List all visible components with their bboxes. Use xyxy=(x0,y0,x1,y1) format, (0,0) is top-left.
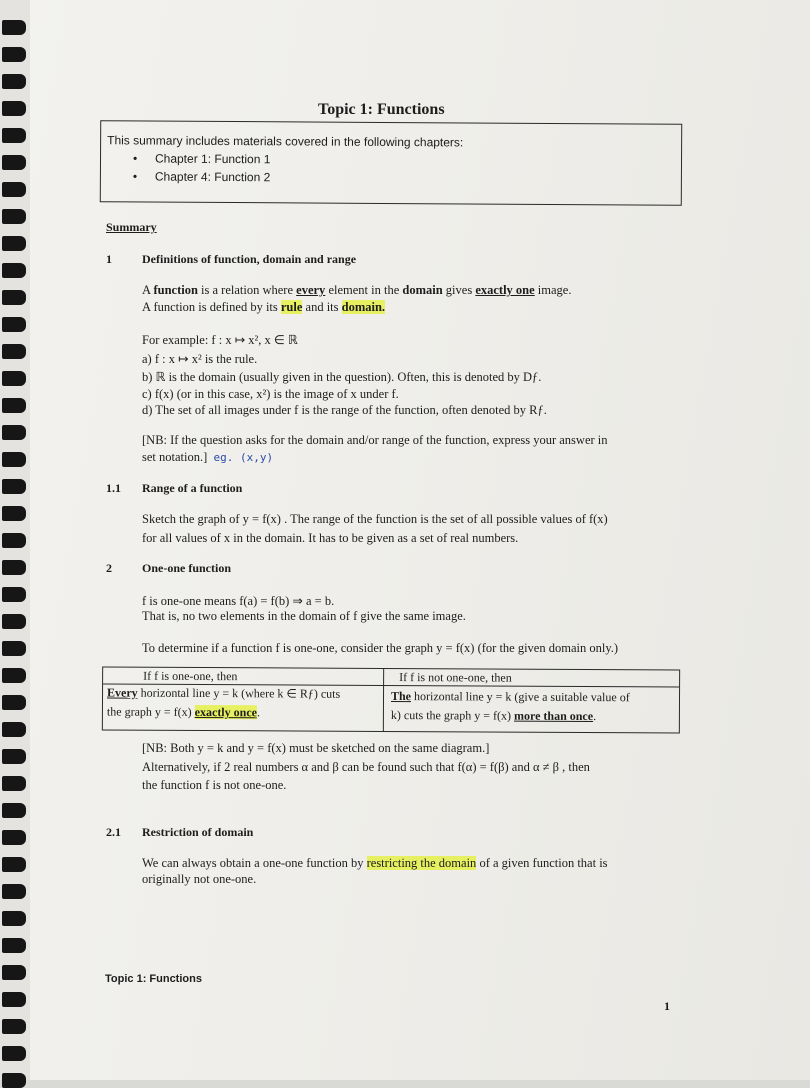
page-title: Topic 1: Functions xyxy=(318,101,445,118)
table-cell: The horizontal line y = k (give a suitable value of xyxy=(390,689,630,705)
binding-ring xyxy=(2,209,26,224)
binding-ring xyxy=(2,641,26,656)
binding-ring xyxy=(2,371,26,386)
binding-ring xyxy=(2,830,26,845)
binding-ring xyxy=(2,155,26,170)
handwritten-note: eg. (x,y) xyxy=(213,451,274,464)
binding-ring xyxy=(2,317,26,332)
binding-ring xyxy=(2,668,26,683)
list-item: c) f(x) (or in this case, x²) is the image of x under f. xyxy=(142,387,399,401)
binding-ring xyxy=(2,614,26,629)
binding-ring xyxy=(2,506,26,521)
binding-ring xyxy=(2,533,26,548)
page-number: 1 xyxy=(664,999,670,1013)
section-number: 1 xyxy=(106,252,112,266)
section-heading: One-one function xyxy=(142,561,232,575)
table-cell: k) cuts the graph y = f(x) more than once. xyxy=(390,707,597,724)
list-item: d) The set of all images under f is the range of the function, often denoted by Rƒ. xyxy=(142,403,547,417)
binding-ring xyxy=(2,992,26,1007)
bullet-icon: • xyxy=(132,151,138,166)
paragraph-line: originally not one-one. xyxy=(142,872,257,886)
table-cell: Every horizontal line y = k (where k ∈ Rƒ) cuts xyxy=(106,685,341,701)
section-heading: Restriction of domain xyxy=(142,825,254,839)
note-line: [NB: If the question asks for the domain and/or range of the function, express your answer in xyxy=(142,433,608,447)
binding-ring xyxy=(2,344,26,359)
binding-ring xyxy=(2,425,26,440)
definition-line: A function is a relation where every element in the domain gives exactly one image. xyxy=(142,283,572,297)
list-item: a) f : x ↦ x² is the rule. xyxy=(142,352,258,366)
binding-ring xyxy=(2,101,26,116)
binding-ring xyxy=(2,587,26,602)
paragraph-line: f is one-one means f(a) = f(b) ⇒ a = b. xyxy=(142,594,335,608)
binding-ring xyxy=(2,857,26,872)
binding-ring xyxy=(2,479,26,494)
paragraph-line: To determine if a function f is one-one, consider the graph y = f(x) (for the given domain only.) xyxy=(142,641,619,655)
binding-ring xyxy=(2,722,26,737)
binding-ring xyxy=(2,398,26,413)
table-header: If f is not one-one, then xyxy=(399,670,512,685)
paragraph-line: We can always obtain a one-one function by restricting the domain of a given function that is xyxy=(142,856,608,870)
section-heading: Definitions of function, domain and range xyxy=(142,252,357,266)
summary-box-item: • Chapter 4: Function 2 xyxy=(132,169,271,185)
binding-ring xyxy=(2,803,26,818)
binding-ring xyxy=(2,128,26,143)
binding-ring xyxy=(2,74,26,89)
spiral-binding xyxy=(0,0,30,1080)
example-line: For example: f : x ↦ x², x ∈ ℝ xyxy=(142,333,298,347)
binding-ring xyxy=(2,911,26,926)
binding-ring xyxy=(2,776,26,791)
table-cell: the graph y = f(x) exactly once. xyxy=(106,704,261,720)
bullet-icon: • xyxy=(132,169,138,184)
note-line: [NB: Both y = k and y = f(x) must be sketched on the same diagram.] xyxy=(142,741,490,755)
section-number: 2 xyxy=(106,561,112,575)
summary-box-item: • Chapter 1: Function 1 xyxy=(132,151,271,167)
binding-ring xyxy=(2,1046,26,1061)
binding-ring xyxy=(2,560,26,575)
paragraph-line: for all values of x in the domain. It has to be given as a set of real numbers. xyxy=(142,531,519,545)
binding-ring xyxy=(2,749,26,764)
one-one-table xyxy=(102,666,680,733)
table-header: If f is one-one, then xyxy=(143,668,238,684)
section-number: 2.1 xyxy=(106,825,121,839)
binding-ring xyxy=(2,263,26,278)
binding-ring xyxy=(2,695,26,710)
paragraph-line: the function f is not one-one. xyxy=(142,778,287,792)
paragraph-line: Sketch the graph of y = f(x) . The range of the function is the set of all possible values of f(x) xyxy=(142,512,608,526)
summary-heading: Summary xyxy=(106,220,157,234)
binding-ring xyxy=(2,20,26,35)
page-footer: Topic 1: Functions xyxy=(105,973,202,985)
list-item: b) ℝ is the domain (usually given in the question). Often, this is denoted by Dƒ. xyxy=(142,370,542,384)
section-number: 1.1 xyxy=(106,481,121,495)
binding-ring xyxy=(2,290,26,305)
summary-box-intro: This summary includes materials covered in the following chapters: xyxy=(107,133,464,150)
binding-ring xyxy=(2,182,26,197)
note-line: set notation.] eg. (x,y) xyxy=(142,450,274,464)
binding-ring xyxy=(2,884,26,899)
paragraph-line: That is, no two elements in the domain of f give the same image. xyxy=(142,609,466,623)
binding-ring xyxy=(2,938,26,953)
section-heading: Range of a function xyxy=(142,481,243,495)
binding-ring xyxy=(2,1019,26,1034)
binding-ring xyxy=(2,452,26,467)
binding-ring xyxy=(2,965,26,980)
binding-ring xyxy=(2,236,26,251)
summary-box xyxy=(100,120,682,206)
binding-ring xyxy=(2,47,26,62)
binding-ring xyxy=(2,1073,26,1088)
paragraph-line: Alternatively, if 2 real numbers α and β can be found such that f(α) = f(β) and α ≠ β , then xyxy=(142,760,590,774)
definition-line: A function is defined by its rule and its domain. xyxy=(142,300,386,314)
